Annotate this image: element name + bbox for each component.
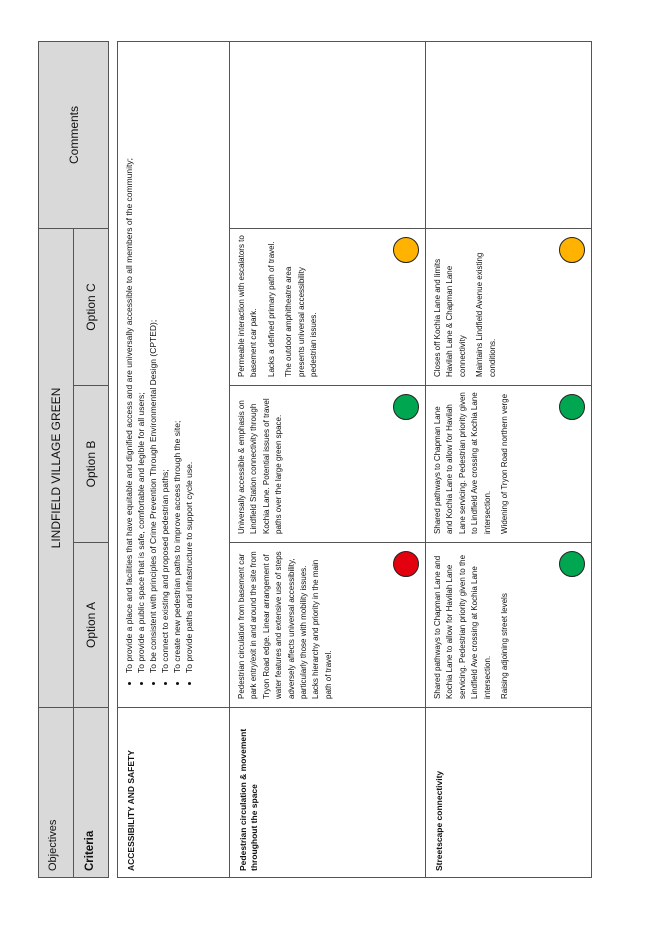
evaluation-table <box>38 41 592 878</box>
comments-cell <box>426 42 592 229</box>
table-row <box>426 42 592 878</box>
option-c-header: Option C <box>74 229 109 386</box>
option-c-cell <box>230 229 426 386</box>
rating-green-icon <box>393 394 419 420</box>
cell-text: Widening of Tryon Road northern verge <box>499 393 509 534</box>
cell-text: Closes off Kochia Lane and limits Havilah Lane & Chapman Lane connectivity <box>433 258 467 377</box>
header-row <box>39 42 74 878</box>
page-title: LINDFIELD VILLAGE GREEN <box>39 229 74 708</box>
objective-item: • To be consistent with principles of Crime Prevention Through Environmental Design (CPTED); <box>148 50 159 673</box>
cell-text: Permeable interaction with escalators to basement car park. <box>237 235 259 377</box>
option-b-header: Option B <box>74 386 109 543</box>
objectives-header: Objectives <box>39 708 74 878</box>
spacer-row <box>109 42 118 878</box>
rating-green-icon <box>559 394 585 420</box>
cell-text: Shared pathways to Chapman Lane and Kochia Lane to allow for Havilah Lane servicing. Pedestrian priority given to Lindfield Ave crossing at Kochia Lane intersection. <box>433 392 492 534</box>
objective-item: • To provide paths and infrastructure to support cycle use. <box>184 50 195 673</box>
objective-item: • To provide a public space that is safe, comfortable and legible for all users; <box>136 50 147 673</box>
rating-red-icon <box>393 551 419 577</box>
cell-text: Universally accessible & emphasis on Lindfield Station connectivity through Kochia Lane. Potential issues of travel paths over the large green space. <box>237 398 284 534</box>
criteria-header: Criteria <box>74 708 109 878</box>
objective-item: • To connect to existing and proposed pedestrian paths; <box>160 50 171 673</box>
option-a-header: Option A <box>74 543 109 708</box>
criteria-cell: Pedestrian circulation & movement throughout the space <box>230 708 426 878</box>
cell-text: The outdoor amphitheatre area presents universal accessibility pedestrian issues. <box>284 266 318 377</box>
table-row <box>230 42 426 878</box>
option-c-cell <box>426 229 592 386</box>
objective-item: • To provide a place and facilities that have equitable and dignified access and are universally accessible to all members of the community; <box>124 50 135 673</box>
objective-item: • To create new pedestrian paths to improve access through the site; <box>172 50 183 673</box>
rating-amber-icon <box>393 237 419 263</box>
section-row <box>118 42 230 878</box>
cell-text: Maintains Lindfield Avenue existing conditions. <box>475 252 497 377</box>
cell-text: Shared pathways to Chapman Lane and Kochia Lane to allow for Havilah Lane servicing. Pedestrian priority given to the Lindfield Ave crossing at Kochia Lane intersection. <box>433 554 492 699</box>
rating-amber-icon <box>559 237 585 263</box>
rating-green-icon <box>559 551 585 577</box>
rotated-page <box>38 42 570 878</box>
option-b-cell <box>230 386 426 543</box>
section-name: ACCESSIBILITY AND SAFETY <box>118 708 230 878</box>
objectives-list <box>118 42 230 708</box>
cell-text: Pedestrian circulation from basement car park entry/exit in and around the site from Tryon Road edge. Linear arrangement of water features and extensive use of steps adversely affects universal accessibility, particularly those with mobility issues. Lacks hierarchy and priority in the main path of travel. <box>237 551 333 699</box>
comments-cell <box>230 42 426 229</box>
comments-header: Comments <box>39 42 109 229</box>
criteria-cell: Streetscape connectivity <box>426 708 592 878</box>
option-a-cell <box>230 543 426 708</box>
option-b-cell <box>426 386 592 543</box>
option-a-cell <box>426 543 592 708</box>
cell-text: Lacks a defined primary path of travel. <box>266 241 276 377</box>
cell-text: Raising adjoining street levels <box>499 593 509 699</box>
